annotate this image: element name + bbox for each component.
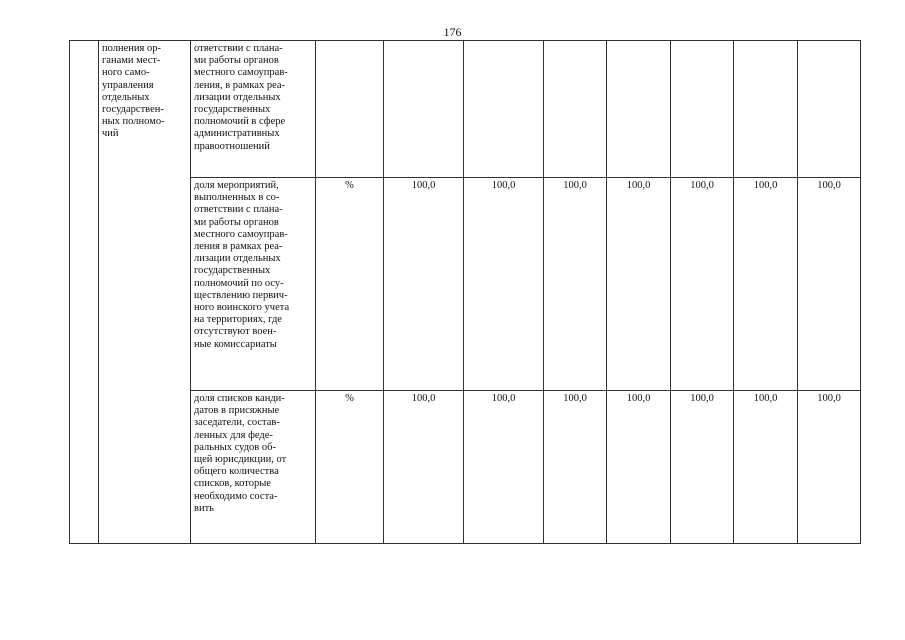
program-name-cell: полнения ор- ганами мест- ного само- управления отдельных государствен- ных полномо- чий	[99, 41, 191, 544]
value-cell: 100,0	[734, 178, 798, 391]
value-cell	[798, 41, 861, 178]
value-cell: 100,0	[544, 391, 607, 544]
indicator-cell: ответствии с плана- ми работы органов местного самоуправ- ления, в рамках реа- лизации отдельных государственных полномочий в сфере административных правоотношений	[191, 41, 316, 178]
value-cell: 100,0	[384, 391, 464, 544]
index-cell	[70, 41, 99, 544]
unit-cell	[316, 41, 384, 178]
value-cell: 100,0	[607, 391, 671, 544]
value-cell	[607, 41, 671, 178]
value-cell	[384, 41, 464, 178]
unit-cell: %	[316, 178, 384, 391]
value-cell: 100,0	[734, 391, 798, 544]
value-cell: 100,0	[464, 178, 544, 391]
value-cell	[544, 41, 607, 178]
value-cell: 100,0	[798, 391, 861, 544]
value-cell: 100,0	[464, 391, 544, 544]
unit-cell: %	[316, 391, 384, 544]
value-cell	[671, 41, 734, 178]
value-cell: 100,0	[671, 178, 734, 391]
value-cell: 100,0	[544, 178, 607, 391]
value-cell: 100,0	[607, 178, 671, 391]
indicators-table	[69, 40, 861, 544]
value-cell: 100,0	[671, 391, 734, 544]
indicator-cell: доля мероприятий, выполненных в со- ответствии с плана- ми работы органов местного самоуправ- ления в рамках реа- лизации отдельных государственных полномочий по осу- ществлению первич- ного воинского учета на территориях, где отсутствуют воен- ные комиссариаты	[191, 178, 316, 391]
indicator-cell: доля списков канди- датов в присяжные заседатели, состав- ленных для феде- ральных судов об- щей юрисдикции, от общего количества списков, которые необходимо соста- вить	[191, 391, 316, 544]
table-row	[70, 41, 861, 178]
value-cell	[464, 41, 544, 178]
value-cell	[734, 41, 798, 178]
value-cell: 100,0	[798, 178, 861, 391]
page-number: 176	[443, 25, 462, 39]
value-cell: 100,0	[384, 178, 464, 391]
